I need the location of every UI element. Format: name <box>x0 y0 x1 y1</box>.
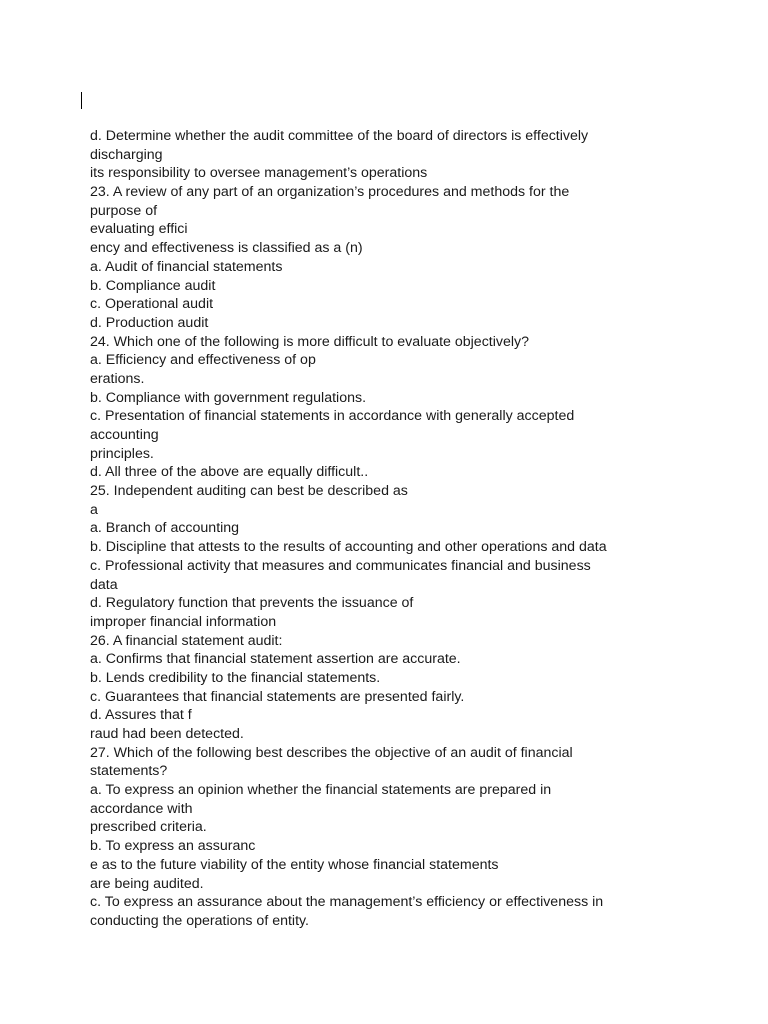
text-line: statements? <box>90 763 168 780</box>
text-line: d. Determine whether the audit committee of the board of directors is effectively <box>90 128 589 144</box>
document-body <box>90 127 760 931</box>
text-line: a. Audit of financial statements <box>90 258 283 275</box>
text-line: d. All three of the above are equally difficult.. <box>90 464 369 481</box>
text-cursor <box>81 92 82 109</box>
text-line: accounting <box>90 427 159 443</box>
text-line: a. To express an opinion whether the financial statements are prepared in <box>90 782 552 799</box>
text-line: a. Efficiency and effectiveness of op <box>90 352 316 369</box>
text-line: conducting the operations of entity. <box>90 912 309 929</box>
text-line: c. Operational audit <box>90 296 214 313</box>
text-line: d. Production audit <box>90 314 209 331</box>
text-line: b. Discipline that attests to the results of accounting and other operations and data <box>90 539 607 556</box>
text-line: purpose of <box>90 202 158 219</box>
text-line: e as to the future viability of the entity whose financial statements <box>90 856 499 873</box>
text-line: 25. Independent auditing can best be described as <box>90 483 408 500</box>
text-line: b. To express an assuranc <box>90 838 256 855</box>
text-line: are being audited. <box>90 875 204 892</box>
text-line: accordance with <box>90 800 193 817</box>
text-line: data <box>90 576 118 593</box>
text-line: d. Assures that f <box>90 707 192 724</box>
text-line: improper financial information <box>90 613 277 630</box>
text-line: b. Compliance audit <box>90 277 216 294</box>
text-line: principles. <box>90 445 154 462</box>
text-line: a <box>90 501 98 518</box>
text-line: prescribed criteria. <box>90 819 207 836</box>
text-line: erations. <box>90 370 145 387</box>
text-line: d. Regulatory function that prevents the issuance of <box>90 595 414 612</box>
text-line: its responsibility to oversee management’s operations <box>90 165 428 182</box>
text-line: b. Lends credibility to the financial statements. <box>90 669 381 686</box>
text-line: discharging <box>90 146 163 163</box>
text-line: raud had been detected. <box>90 726 244 742</box>
text-line: c. Presentation of financial statements in accordance with generally accepted <box>90 408 575 425</box>
text-line: c. Guarantees that financial statements are presented fairly. <box>90 688 465 705</box>
text-line: b. Compliance with government regulations. <box>90 389 367 406</box>
text-line: c. Professional activity that measures and communicates financial and business <box>90 557 591 574</box>
text-line: c. To express an assurance about the management’s efficiency or effectiveness in <box>90 894 604 911</box>
text-line: evaluating effici <box>90 221 188 238</box>
text-line: a. Confirms that financial statement assertion are accurate. <box>90 651 461 668</box>
text-line: 27. Which of the following best describes the objective of an audit of financial <box>90 744 573 761</box>
text-line: a. Branch of accounting <box>90 520 240 537</box>
text-line: 24. Which one of the following is more difficult to evaluate objectively? <box>90 333 530 350</box>
text-line: 23. A review of any part of an organization’s procedures and methods for the <box>90 184 570 201</box>
text-line: 26. A financial statement audit: <box>90 632 283 649</box>
text-line: ency and effectiveness is classified as a (n) <box>90 240 363 257</box>
